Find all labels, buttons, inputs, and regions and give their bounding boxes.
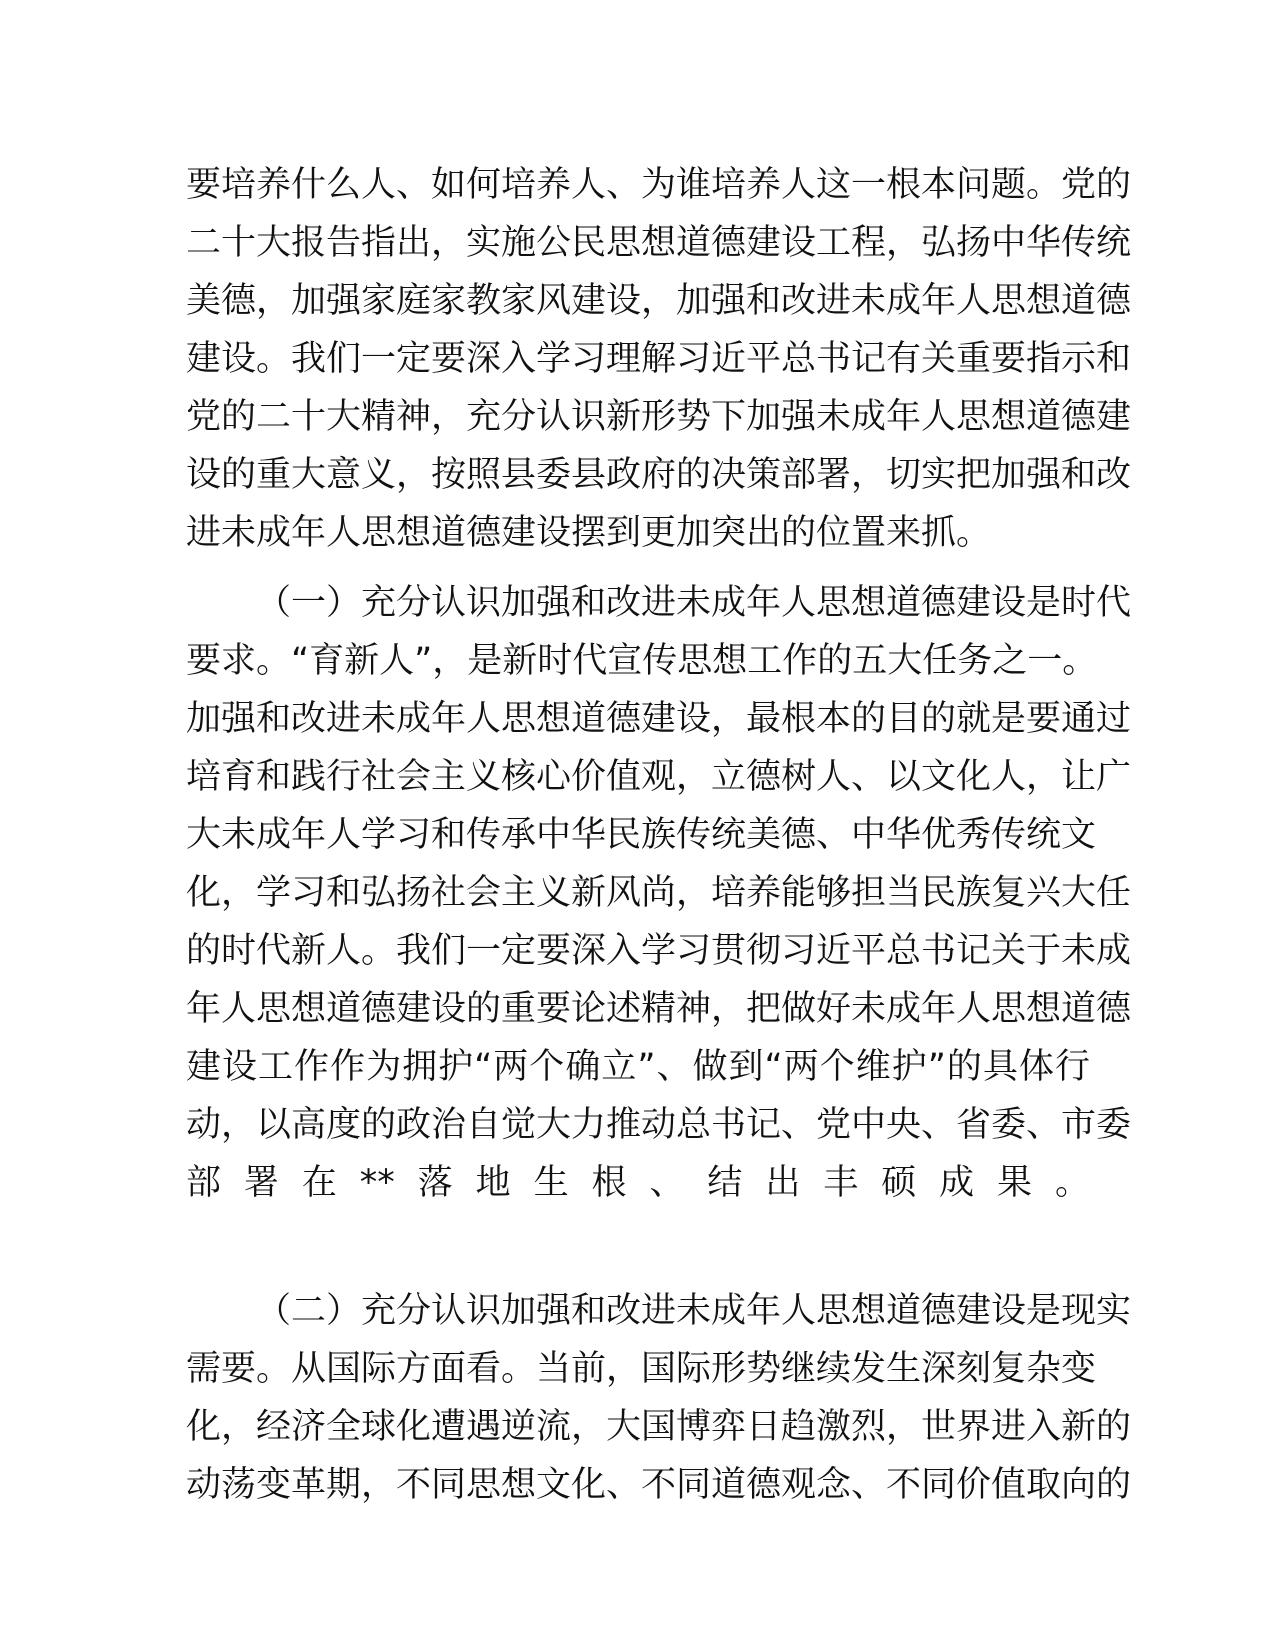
paragraph-section-2: [186, 1282, 1132, 1514]
text-line: 美德，加强家庭家教家风建设，加强和改进未成年人思想道德: [186, 281, 1132, 321]
text-line: 进未成年人思想道德建设摆到更加突出的位置来抓。: [186, 513, 992, 553]
text-line: 的时代新人。我们一定要深入学习贯彻习近平总书记关于未成: [186, 931, 1132, 971]
text-line: 设的重大意义，按照县委县政府的决策部署，切实把加强和改: [186, 455, 1132, 495]
text-line: 培育和践行社会主义核心价值观，立德树人、以文化人，让广: [186, 757, 1132, 797]
text-line: 大未成年人学习和传承中华民族传统美德、中华优秀传统文: [186, 815, 1097, 855]
text-line: 动荡变革期，不同思想文化、不同道德观念、不同价值取向的: [186, 1465, 1132, 1505]
text-line: 要培养什么人、如何培养人、为谁培养人这一根本问题。党的: [186, 165, 1132, 205]
text-line: 要求。“育新人”，是新时代宣传思想工作的五大任务之一。: [186, 641, 1098, 681]
text-line: 化，学习和弘扬社会主义新风尚，培养能够担当民族复兴大任: [186, 873, 1132, 913]
paragraph-spacer: [186, 1270, 1090, 1282]
text-line: 加强和改进未成年人思想道德建设，最根本的目的就是要通过: [186, 699, 1132, 739]
paragraph-spacer: [186, 562, 1090, 574]
section-heading-line: （一）充分认识加强和改进未成年人思想道德建设是时代: [256, 583, 1132, 623]
text-line: 二十大报告指出，实施公民思想道德建设工程，弘扬中华传统: [186, 223, 1132, 263]
text-line: 建设工作作为拥护“两个确立”、做到“两个维护”的具体行: [186, 1047, 1090, 1087]
section-heading-line: （二）充分认识加强和改进未成年人思想道德建设是现实: [256, 1291, 1132, 1331]
text-line: 动，以高度的政治自觉大力推动总书记、党中央、省委、市委: [186, 1105, 1132, 1145]
text-line: 年人思想道德建设的重要论述精神，把做好未成年人思想道德: [186, 989, 1132, 1029]
text-line: [186, 1212, 1090, 1270]
text-line: 部署在**落地生根、结出丰硕成果。: [186, 1163, 1090, 1203]
paragraph-section-1: [186, 574, 1132, 1270]
text-line: 建设。我们一定要深入学习理解习近平总书记有关重要指示和: [186, 339, 1132, 379]
paragraph-intro: [186, 156, 1132, 562]
text-line: 需要。从国际方面看。当前，国际形势继续发生深刻复杂变: [186, 1349, 1097, 1389]
text-line: 化，经济全球化遭遇逆流，大国博弈日趋激烈，世界进入新的: [186, 1407, 1132, 1447]
body-text: [186, 156, 1132, 1514]
text-line: 党的二十大精神，充分认识新形势下加强未成年人思想道德建: [186, 397, 1132, 437]
